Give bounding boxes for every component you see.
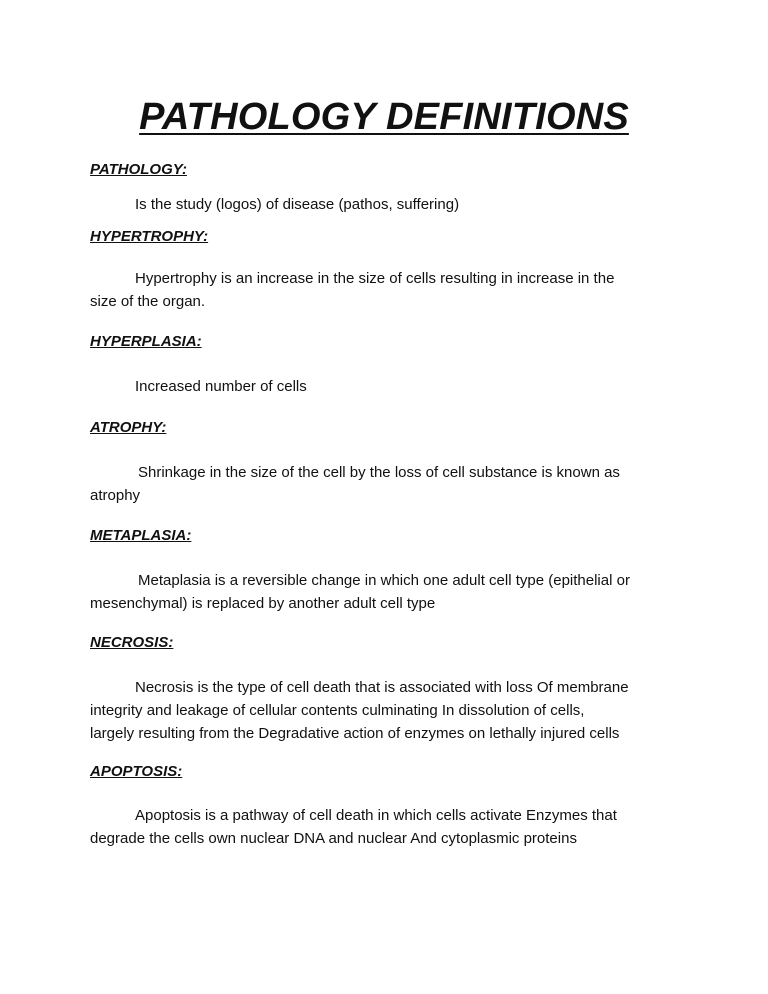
page-title: PATHOLOGY DEFINITIONS (139, 96, 629, 138)
term-heading-pathology: PATHOLOGY: (90, 161, 187, 178)
definition-line: integrity and leakage of cellular contents culminating In dissolution of cells, (90, 702, 585, 719)
definition-line: degrade the cells own nuclear DNA and nuclear And cytoplasmic proteins (90, 830, 577, 847)
definition-line: Is the study (logos) of disease (pathos, suffering) (135, 196, 460, 213)
term-heading-apoptosis: APOPTOSIS: (90, 763, 183, 780)
definition-atrophy (90, 461, 690, 507)
definition-line: mesenchymal) is replaced by another adult cell type (90, 595, 436, 612)
definition-line: Shrinkage in the size of the cell by the loss of cell substance is known as (138, 464, 620, 481)
definition-apoptosis (90, 804, 690, 850)
definition-line: Increased number of cells (135, 378, 307, 395)
definition-line: atrophy (90, 487, 141, 504)
definition-hyperplasia (90, 375, 690, 398)
definition-line: largely resulting from the Degradative action of enzymes on lethally injured cells (90, 725, 620, 742)
definition-line: Hypertrophy is an increase in the size of cells resulting in increase in the (135, 270, 615, 287)
definition-line: Apoptosis is a pathway of cell death in which cells activate Enzymes that (135, 807, 617, 824)
definition-line: Necrosis is the type of cell death that is associated with loss Of membrane (135, 679, 629, 696)
definition-metaplasia (90, 569, 690, 615)
term-heading-hyperplasia: HYPERPLASIA: (90, 333, 202, 350)
term-heading-atrophy: ATROPHY: (90, 419, 167, 436)
definition-hypertrophy (90, 267, 690, 313)
definition-necrosis (90, 676, 690, 745)
definition-pathology (90, 193, 690, 216)
term-heading-necrosis: NECROSIS: (90, 634, 174, 651)
term-heading-metaplasia: METAPLASIA: (90, 527, 192, 544)
definition-line: size of the organ. (90, 293, 206, 310)
definition-line: Metaplasia is a reversible change in which one adult cell type (epithelial or (138, 572, 630, 589)
term-heading-hypertrophy: HYPERTROPHY: (90, 228, 209, 245)
